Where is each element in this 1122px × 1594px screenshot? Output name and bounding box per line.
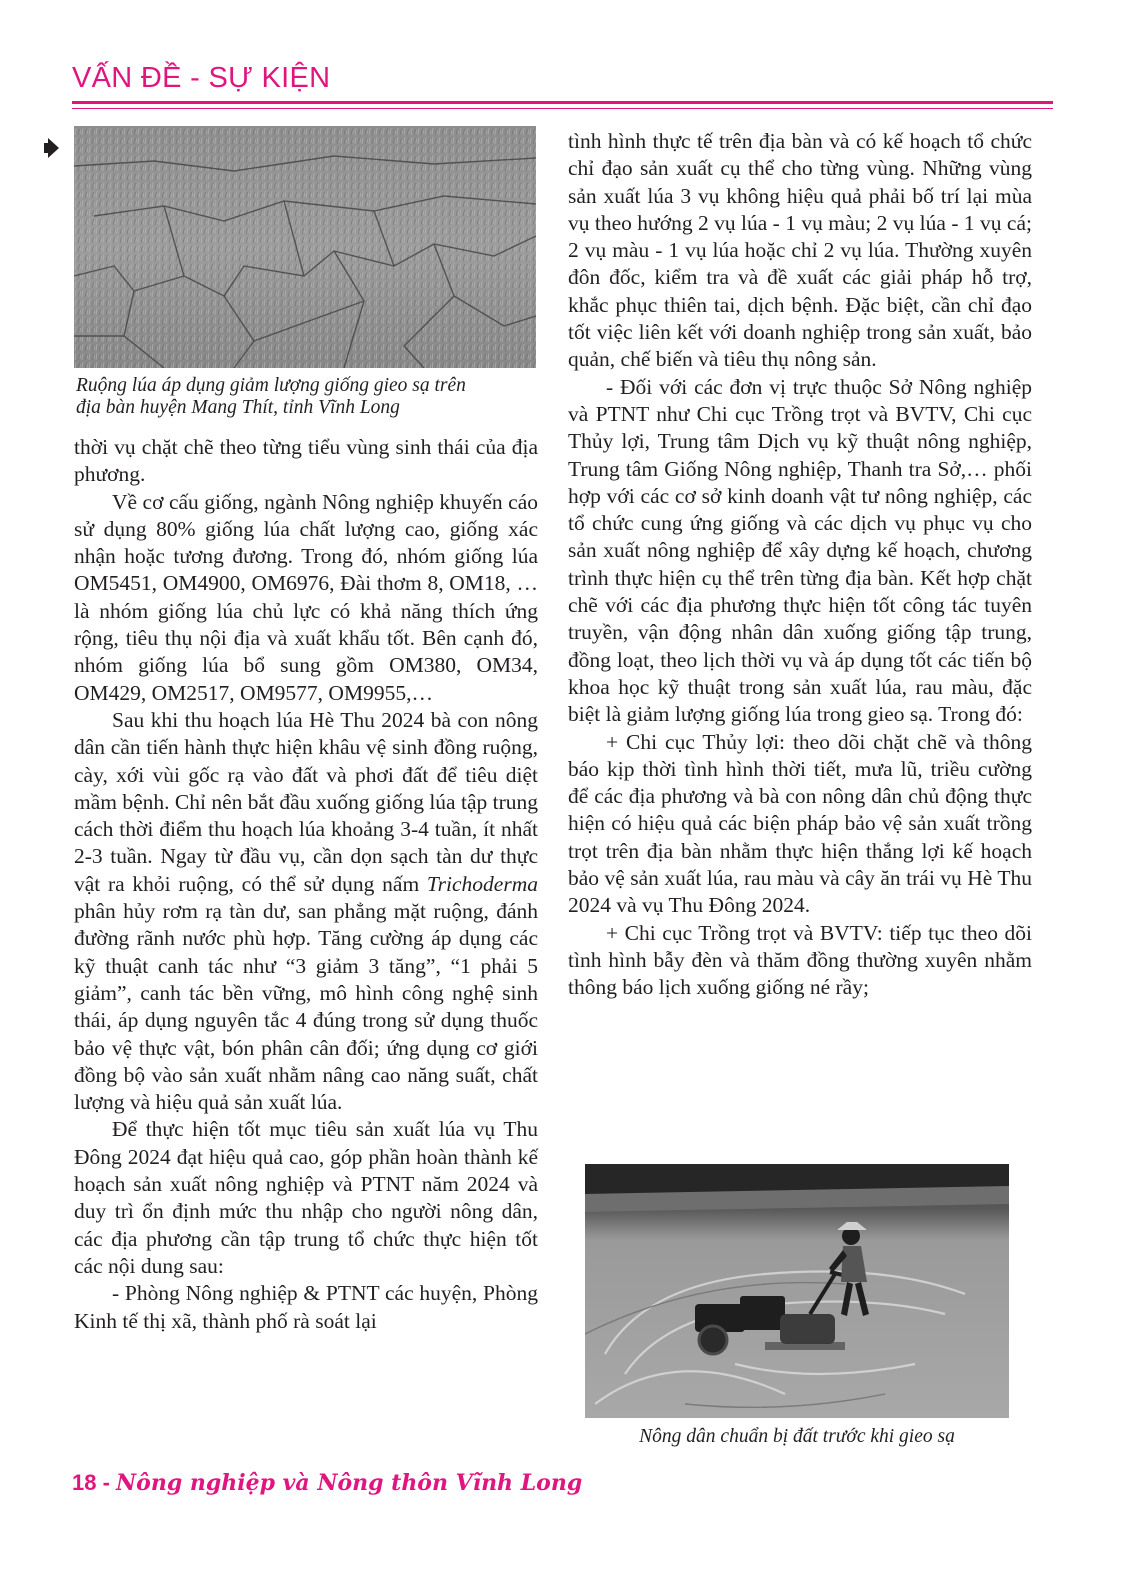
paragraph: thời vụ chặt chẽ theo từng tiểu vùng sinh thái của địa phương. — [74, 435, 538, 487]
text-run: phân hủy rơm rạ tàn dư, san phẳng mặt ruộng, đánh đường rãnh nước phù hợp. Tăng cường áp dụng các kỹ thuật canh tác như “3 giảm 3 tăng”, “1 phải 5 giảm”, canh tác bền vững, mô hình công nghệ sinh thái, áp dụng nguyên tắc 4 đúng trong sử dụng thuốc bảo vệ thực vật, bón phân cân đối; ứng dụng cơ giới đồng bộ vào sản xuất nhằm nâng cao năng suất, chất lượng và hiệu quả sản xuất lúa. — [74, 899, 538, 1115]
publication-name: Nông nghiệp và Nông thôn Vĩnh Long — [116, 1470, 583, 1496]
paragraph: + Chi cục Trồng trọt và BVTV: tiếp tục theo dõi tình hình bẫy đèn và thăm đồng thường xuyên nhằm thông báo lịch xuống giống né rầy; — [568, 920, 1032, 1000]
header-rule-thin — [72, 108, 1053, 109]
farmer-tiller-photo — [585, 1164, 1009, 1418]
left-column — [74, 434, 538, 1335]
arrow-icon — [48, 138, 59, 158]
page-number: 18 — [72, 1470, 97, 1495]
paragraph — [74, 707, 538, 1116]
paragraph: - Đối với các đơn vị trực thuộc Sở Nông nghiệp và PTNT như Chi cục Trồng trọt và BVTV, Chi cục Thủy lợi, Trung tâm Dịch vụ kỹ thuật nông nghiệp, Trung tâm Giống Nông nghiệp, Thanh tra Sở,… phối hợp với các cơ sở kinh doanh vật tư nông nghiệp, các tổ chức cung ứng giống và các dịch vụ phục vụ cho sản xuất nông nghiệp để xây dựng kế hoạch, chương trình thực hiện cụ thể trên từng địa bàn. Kết hợp chặt chẽ với các địa phương thực hiện tốt công tác tuyên truyền, vận động nhân dân xuống giống tập trung, đồng loạt, theo lịch thời vụ và áp dụng tốt các tiến bộ khoa học kỹ thuật trong sản xuất lúa, rau màu, đặc biệt là giảm lượng giống lúa trong gieo sạ. Trong đó: — [568, 374, 1032, 727]
caption-line: địa bàn huyện Mang Thít, tỉnh Vĩnh Long — [76, 397, 400, 418]
paragraph: + Chi cục Thủy lợi: theo dõi chặt chẽ và thông báo kịp thời tình hình thời tiết, mưa lũ, triều cường để các địa phương và bà con nông dân chủ động thực hiện có hiệu quả các biện pháp bảo vệ sản xuất trồng trọt trên địa bàn nhằm thực hiện thắng lợi kế hoạch bảo vệ sản xuất lúa, rau màu và cây ăn trái vụ Hè Thu 2024 và vụ Thu Đông 2024. — [568, 729, 1032, 918]
footer-separator: - — [96, 1470, 117, 1495]
page-footer — [72, 1470, 582, 1496]
paragraph: - Phòng Nông nghiệp & PTNT các huyện, Phòng Kinh tế thị xã, thành phố rà soát lại — [74, 1281, 538, 1333]
species-name: Trichoderma — [426, 871, 538, 896]
right-column — [568, 128, 1032, 1002]
caption-line: Ruộng lúa áp dụng giảm lượng giống gieo sạ trên — [76, 375, 466, 396]
photo-caption — [76, 375, 546, 419]
paragraph: tình hình thực tế trên địa bàn và có kế hoạch tổ chức chỉ đạo sản xuất cụ thể cho từng vùng. Những vùng sản xuất lúa 3 vụ không hiệu quả phải bố trí lại mùa vụ theo hướng 2 vụ lúa - 1 vụ màu; 2 vụ lúa - 1 vụ cá; 2 vụ màu - 1 vụ lúa hoặc chỉ 2 vụ lúa. Thường xuyên đôn đốc, kiểm tra và đề xuất các giải pháp hỗ trợ, khắc phục thiên tai, dịch bệnh. Đặc biệt, cần chỉ đạo tốt việc liên kết với doanh nghiệp trong sản xuất, bảo quản, chế biến và tiêu thụ nông sản. — [568, 129, 1032, 372]
header-rule — [72, 101, 1053, 104]
rice-field-photo — [74, 126, 536, 368]
section-title: VẤN ĐỀ - SỰ KIỆN — [72, 62, 331, 94]
paragraph: Về cơ cấu giống, ngành Nông nghiệp khuyến cáo sử dụng 80% giống lúa chất lượng cao, giống xác nhận hoặc tương đương. Trong đó, nhóm giống lúa OM5451, OM4900, OM6976, Đài thơm 8, OM18, … là nhóm giống lúa chủ lực có khả năng thích ứng rộng, tiêu thụ nội địa và xuất khẩu tốt. Bên cạnh đó, nhóm giống lúa bổ sung gồm OM380, OM34, OM429, OM2517, OM9577, OM9955,… — [74, 489, 538, 705]
paragraph: Để thực hiện tốt mục tiêu sản xuất lúa vụ Thu Đông 2024 đạt hiệu quả cao, góp phần hoàn thành kế hoạch sản xuất nông nghiệp và PTNT năm 2024 và duy trì ổn định mức thu nhập cho người nông dân, các địa phương cần tập trung tổ chức thực hiện tốt các nội dung sau: — [74, 1117, 538, 1278]
photo-caption: Nông dân chuẩn bị đất trước khi gieo sạ — [639, 1426, 955, 1447]
text-run: Sau khi thu hoạch lúa Hè Thu 2024 bà con nông dân cần tiến hành thực hiện khâu vệ sinh đồng ruộng, cày, xới vùi gốc rạ vào đất và phơi đất để tiêu diệt mầm bệnh. Chỉ nên bắt đầu xuống giống lúa tập trung cách thời điểm thu hoạch lúa khoảng 3-4 tuần, ít nhất 2-3 tuần. Ngay từ đầu vụ, cần dọn sạch tàn dư thực vật ra khỏi ruộng, có thể sử dụng nấm — [74, 707, 538, 896]
